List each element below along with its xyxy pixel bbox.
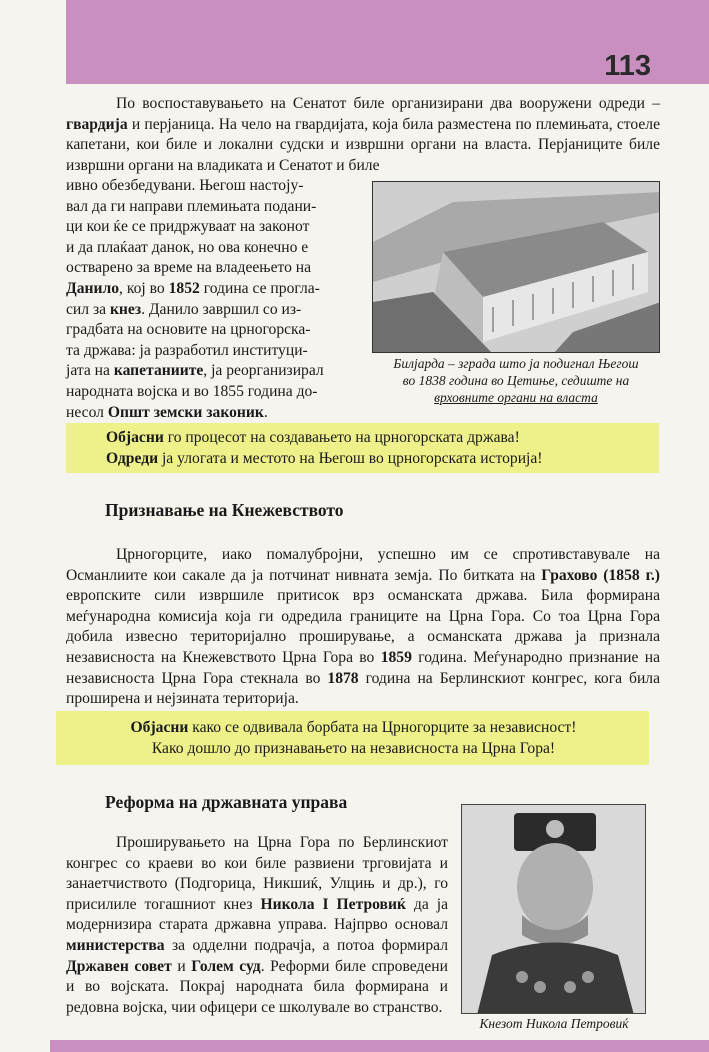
- p3-bold: Грахово (1858 г.): [541, 566, 660, 584]
- p2-line: остварено за време на владеењето на: [66, 259, 312, 277]
- p3-bold: 1878: [327, 669, 359, 687]
- task-text: го процесот на создавањето на црногорската држава!: [163, 429, 520, 446]
- p2-text: . Данило завршил со из-: [141, 300, 302, 318]
- task-text: ја улогата и местото на Његош во црногорската историја!: [158, 450, 543, 467]
- p2-bold-code: Општ земски законик: [107, 403, 264, 421]
- p2-line: та држава: ја разработил институци-: [66, 341, 308, 359]
- caption-line: Билјарда – зграда што ја подигнал Његош: [393, 356, 639, 371]
- task-line: Како дошло до признавањето на независноста на Црна Гора!: [151, 740, 556, 757]
- p4-bold: министерства: [66, 936, 165, 954]
- section-heading-recognition: Признавање на Кнежевството: [105, 500, 344, 520]
- p2-text: несол: [66, 403, 108, 421]
- p4-bold: Државен совет: [66, 957, 172, 975]
- p2-text: година се прогла-: [199, 279, 320, 297]
- p2-line: ци кои ќе се придржуваат на законот: [66, 218, 310, 236]
- p4-text: Проширувањето на Црна Гора по Берлинскиот конгрес со краеви во кои биле развиени трговијата и занаетчиството (Подгорица, Никшиќ, Улцињ и др.), го присилиле тогашниот кнез: [66, 834, 448, 913]
- p4-bold: Голем суд: [191, 957, 261, 975]
- p4-text: . Реформи биле спроведени и во војската. Покрај народната била формирана и редовна војска, чии офицери се школувале во странство.: [66, 957, 448, 1016]
- portrait-nikola-petrovic: [461, 804, 646, 1014]
- p2-text: јата на: [66, 362, 114, 380]
- p2-bold-captains: капетаниите: [113, 362, 204, 380]
- p4-text: и: [171, 957, 192, 975]
- p3-text: година на Берлинскиот конгрес, кога била проширена и нејзината територија.: [66, 669, 661, 708]
- portrait-illustration: [462, 805, 646, 1014]
- bottom-band: [50, 1040, 709, 1052]
- task-line: [68, 717, 639, 738]
- p2-line: ивно обезбедувани. Његош настоју-: [66, 177, 304, 194]
- caption-line: врховните органи на власта: [434, 390, 598, 405]
- p4-bold: Никола I Петровиќ: [260, 895, 406, 913]
- paragraph-njegos: [66, 176, 362, 423]
- p3-text: година. Меѓународно признание на независноста Црна Гора стекнала во: [66, 648, 660, 687]
- p2-text: , кој во: [119, 279, 169, 297]
- figure-caption: [368, 355, 664, 406]
- p2-line: народната војска и во 1855 година до-: [66, 382, 318, 400]
- p1-text-rest: и перјаница. На чело на гвардијата, која била разместена по племињата, стоеле капетани, кои биле и локални судски и извршни органи на власта. Перјаниците биле извршни органи на владиката и Сенатот и биле: [66, 115, 660, 174]
- p2-bold-knez: кнез: [109, 300, 142, 318]
- task-box-1: [66, 423, 659, 473]
- p2-line: [66, 361, 362, 382]
- portrait-caption: Кнезот Никола Петровиќ: [479, 1016, 629, 1031]
- p4-text: за одделни подрачја, а потоа формирал: [164, 936, 448, 954]
- biljarda-engraving: [372, 181, 660, 353]
- p2-line: вал да ги направи племињата подани-: [66, 197, 317, 215]
- task-verb: Објасни: [106, 429, 164, 446]
- paragraph-recognition: [66, 545, 660, 710]
- p2-bold-danilo: Данило: [66, 279, 120, 297]
- page-number: 113: [604, 50, 651, 82]
- section-heading-reform: Реформа на државната управа: [105, 792, 348, 812]
- p2-line: [66, 403, 362, 424]
- task-line: [106, 448, 649, 469]
- paragraph-reform: [66, 833, 448, 1018]
- biljarda-illustration: [373, 182, 660, 353]
- p3-text: европските сили извршиле притисок врз османската држава. Била формирана меѓународна комисија која ги одредила границите на Црна Гора. Со тоа Црна Гора добила извесно територијално проширување, а османската држава ја признала независноста на Кнежевството Црна Гора во: [66, 587, 660, 666]
- task-verb: Објасни: [130, 719, 189, 736]
- task-text: како се одвивала борбата на Црногорците за независност!: [188, 719, 577, 736]
- paragraph-intro: [66, 94, 660, 176]
- p2-text: , ја реорганизирал: [203, 362, 324, 380]
- p2-text: .: [263, 403, 268, 421]
- p1-bold-guard: гвардија: [66, 115, 128, 133]
- p2-bold-year: 1852: [168, 279, 200, 297]
- task-line: [106, 427, 649, 448]
- p2-text: сил за: [66, 300, 110, 318]
- p4-text: да ја модернизира старата државна управа. Најпрво основал: [66, 895, 448, 934]
- p2-line: и да плаќаат данок, но ова конечно е: [66, 238, 309, 256]
- p2-line: [66, 300, 362, 321]
- caption-line: во 1838 година во Цетиње, седиште на: [402, 373, 630, 388]
- task-verb: Одреди: [106, 450, 159, 467]
- p1-text: По воспоставувањето на Сенатот биле организирани два вооружени одреди –: [116, 95, 660, 112]
- p2-line: градбата на основите на црногорска-: [66, 321, 311, 339]
- task-box-2: [56, 711, 649, 765]
- p2-line: [66, 279, 362, 300]
- p3-text: Црногорците, иако помалубројни, успешно им се спротивставувале на Османлиите кои сакале да ја потчинат нивната земја. По битката на: [66, 546, 660, 584]
- p3-bold: 1859: [380, 648, 412, 666]
